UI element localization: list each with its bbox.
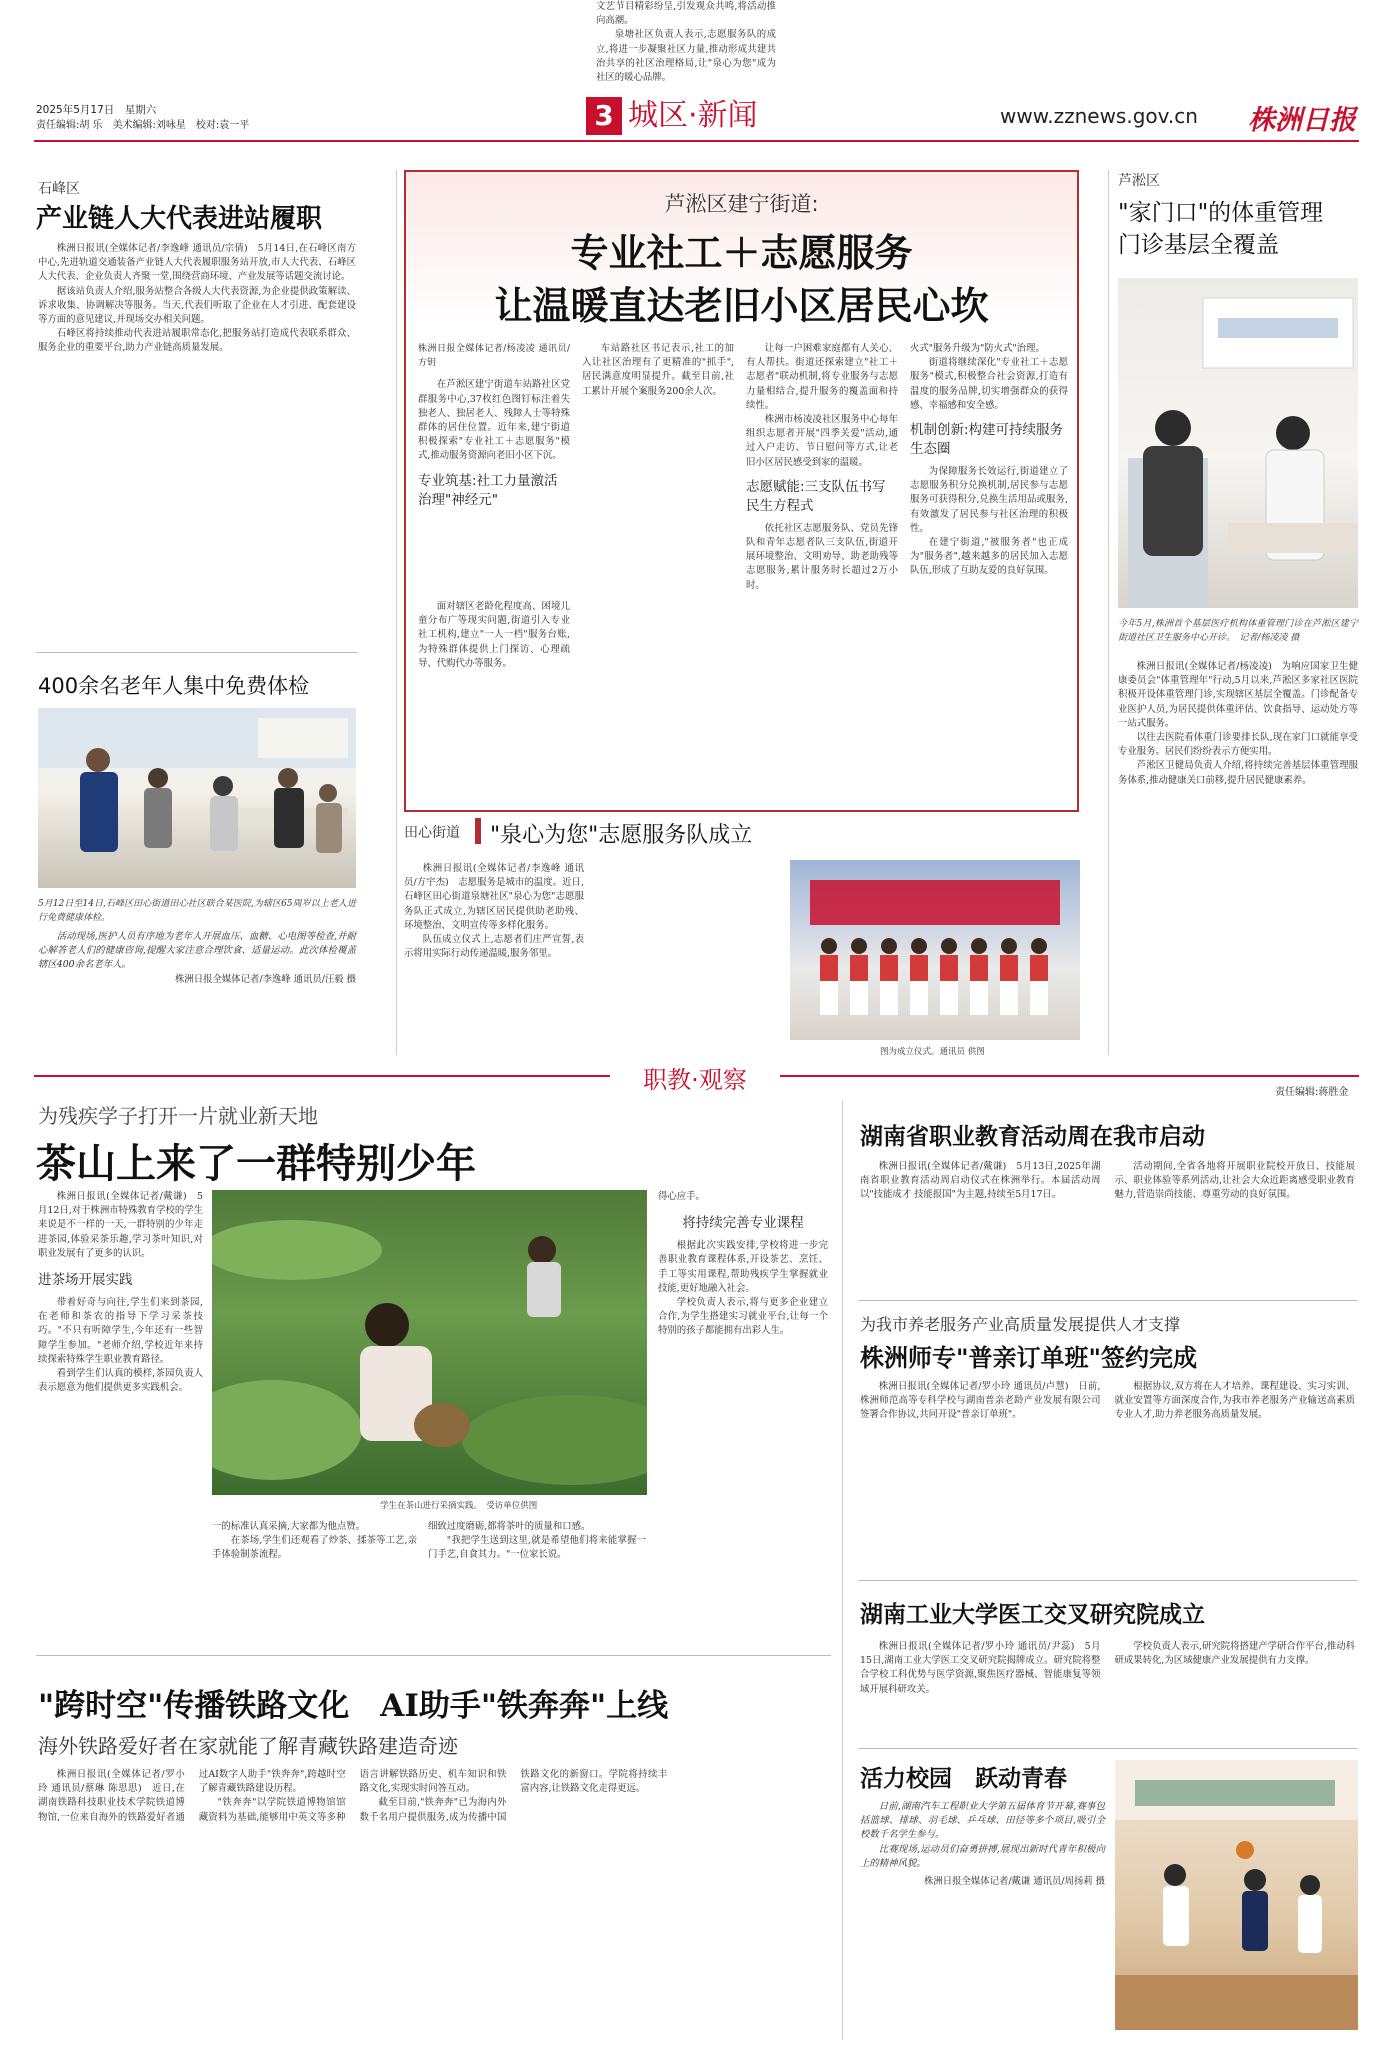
col-divider — [842, 1100, 843, 2040]
a6-para: 得心应手。 — [658, 1191, 705, 1202]
col-divider — [396, 170, 397, 1055]
a3-para: 株洲市杨凌凌社区服务中心每年组织志愿者开展"四季关爱"活动,通过入户走访、节日慰问等方式,让老旧小区居民感受到家的温暖。 — [746, 414, 898, 468]
volunteer-team-illustration — [790, 860, 1080, 1040]
a6-col1 — [38, 1190, 203, 1395]
section2-editor: 责任编辑:蒋胜金 — [1275, 1087, 1349, 1098]
a4-para: 队伍成立仪式上,志愿者们庄严宣誓,表示将用实际行动传递温暖,服务邻里。 — [404, 934, 584, 960]
a6-para: 细致过度磨砺,都将茶叶的质量和口感。 — [428, 1521, 591, 1532]
page-number-badge: 3 — [586, 97, 622, 135]
a4-title: "泉心为您"志愿服务队成立 — [490, 823, 753, 848]
col-divider — [1108, 170, 1109, 1055]
a3-subhead: 机制创新:构建可持续服务生态圈 — [910, 422, 1064, 458]
a8-para: 株洲日报讯(全媒体记者/戴谦) 5月13日,2025年湖南省职业教育活动周启动仪式在株洲举行。本届活动周以"技能成才 技能报国"为主题,持续至5月17日。 — [860, 1161, 1101, 1201]
a3-col1 — [418, 342, 570, 516]
a1-para: 石峰区将持续推动代表进站履职常态化,把服务站打造成代表联系群众、服务企业的重要平台,助力产业链高质量发展。 — [38, 328, 356, 354]
a11-title: 活力校园 跃动青春 — [860, 1766, 1067, 1792]
a1-para: 据该站负责人介绍,服务站整合各级人大代表资源,为企业提供政策解读、诉求收集、协调解决等服务。当天,代表们听取了企业在人才引进、配套建设等方面的意见建议,并现场交办相关问题。 — [38, 285, 356, 326]
divider — [858, 1580, 1358, 1581]
a1-body — [38, 242, 356, 356]
a4-accent-bar — [475, 818, 481, 844]
a11-photo — [1115, 1760, 1358, 2030]
a3-para: 依托社区志愿服务队、党员先锋队和青年志愿者队三支队伍,街道开展环境整治、文明劝导、助老助残等志愿服务,累计服务时长超过2万小时。 — [746, 522, 898, 591]
a6-para: 学校负责人表示,将与更多企业建立合作,为学生搭建实习就业平台,让每一个特别的孩子都能拥有出彩人生。 — [658, 1297, 828, 1337]
a5-caption: 今年5月,株洲首个基层医疗机构体重管理门诊在芦淞区建宁街道社区卫生服务中心开诊。 记者/杨凌凌 摄 — [1118, 619, 1358, 643]
a6-para: 在茶场,学生们还观看了炒茶、揉茶等工艺,亲手体验制茶流程。 — [212, 1535, 417, 1561]
a5-body — [1118, 660, 1358, 788]
a3-para: 为保障服务长效运行,街道建立了志愿服务积分兑换机制,居民参与志愿服务可获得积分,兑换生活用品或服务,有效激发了居民参与社区治理的积极性。 — [910, 466, 1068, 534]
basketball-game-illustration — [1115, 1760, 1358, 2030]
a3-para: 车站路社区书记表示,社工的加入让社区治理有了更精准的"抓手",居民满意度明显提升。截至目前,社工累计开展个案服务200余人次。 — [582, 343, 734, 397]
a6-para: 株洲日报讯(全媒体记者/戴谦) 5月12日,对于株洲市特殊教育学校的学生来说是不一样的一天,一群特别的少年走进茶园,体验采茶乐趣,学习茶叶知识,对职业发展有了更多的认识。 — [38, 1191, 203, 1259]
a3-para: 面对辖区老龄化程度高、困境儿童分布广等现实问题,街道引入专业社工机构,建立"一人一档"服务台账,为特殊群体提供上门探访、心理疏导、代购代办等服务。 — [418, 601, 570, 669]
a3-title-line2: 让温暖直达老旧小区居民心坎 — [494, 284, 989, 328]
a10-para: 株洲日报讯(全媒体记者/罗小玲 通讯员/尹蕊) 5月15日,湖南工业大学医工交叉研究院揭牌成立。研究院将整合学校工科优势与医学资源,聚焦医疗器械、智能康复等领域开展科研攻关。 — [860, 1641, 1101, 1695]
masthead-rule — [34, 140, 1359, 142]
section-title: 城区·新闻 — [628, 98, 758, 133]
a4-para: 文艺节目精彩纷呈,引发观众共鸣,将活动推向高潮。 — [596, 1, 776, 27]
a11-para: 日前,湖南汽车工程职业大学第五届体育节开幕,赛事包括篮球、排球、羽毛球、乒乓球、田径等多个项目,吸引全校数千名学生参与。 — [860, 1801, 1105, 1841]
a3-col4 — [910, 342, 1068, 579]
a5-para: 株洲日报讯(全媒体记者/杨凌凌) 为响应国家卫生健康委员会"体重管理年"行动,5月以来,芦淞区多家社区医院积极开设体重管理门诊,实现辖区基层全覆盖。门诊配备专业医护人员,为居民提供体重评估、饮食指导、运动处方等一站式服务。 — [1118, 661, 1358, 729]
a5-photo — [1118, 278, 1358, 608]
a4-para: 株洲日报讯(全媒体记者/李逸峰 通讯员/方宇杰) 志愿服务是城市的温度。近日,石峰区田心街道泉塘社区"泉心为您"志愿服务队正式成立,为辖区居民提供助老助残、环境整治、文明宣传等多样化服务。 — [404, 863, 584, 931]
a7-para: 截至目前,"铁奔奔"已为海内外数千名用户提供服务,成为传播中国铁路文化的新窗口。学院将持续丰富内容,让铁路文化走得更远。 — [359, 1769, 668, 1823]
a9-body — [860, 1380, 1355, 1423]
tea-picking-illustration — [212, 1190, 647, 1495]
a2-title: 400余名老年人集中免费体检 — [38, 674, 310, 698]
divider — [36, 652, 358, 653]
a3-para: 火式"服务升级为"防火式"治理。 — [910, 343, 1045, 354]
a9-para: 根据协议,双方将在人才培养、课程建设、实习实训、就业安置等方面深度合作,为我市养老服务产业输送高素质专业人才,助力养老服务高质量发展。 — [1114, 1381, 1355, 1421]
a6-para: 看到学生们认真的模样,茶园负责人表示愿意为他们提供更多实践机会。 — [38, 1368, 203, 1394]
a4-kicker: 田心街道 — [404, 825, 460, 841]
a2-body — [38, 930, 356, 987]
a3-para: 让每一户困难家庭都有人关心、有人帮扶。街道还探索建立"社工＋志愿者"联动机制,将专业服务与志愿力量相结合,提升服务的覆盖面和持续性。 — [746, 343, 898, 411]
a7-para: "铁奔奔"以学院铁道博物馆馆藏资料为基础,能够用中英文等多种语言讲解铁路历史、机车知识和铁路文化,实现实时问答互动。 — [198, 1769, 507, 1823]
issue-date: 2025年5月17日 星期六 — [36, 104, 157, 116]
divider — [858, 1748, 1358, 1749]
a7-para: 株洲日报讯(全媒体记者/罗小玲 通讯员/蔡琳 陈思思) 近日,在湖南铁路科技职业技术学院铁道博物馆,一位来自海外的铁路爱好者通过AI数字人助手"铁奔奔",跨越时空了解青藏铁路建设历程。 — [38, 1769, 346, 1823]
a5-title-line1: "家门口"的体重管理 — [1118, 200, 1324, 226]
a3-byline: 株洲日报全媒体记者/杨凌凌 通讯员/方钥 — [418, 344, 570, 369]
a5-para: 以往去医院看体重门诊要排长队,现在家门口就能享受专业服务。居民们纷纷表示方便实用。 — [1118, 732, 1358, 758]
a4-para: 泉塘社区负责人表示,志愿服务队的成立,将进一步凝聚社区力量,推动形成共建共治共享的社区治理格局,让"泉心为您"成为社区的暖心品牌。 — [596, 29, 776, 84]
a8-para: 活动期间,全省各地将开展职业院校开放日、技能展示、职业体验等系列活动,让社会大众近距离感受职业教育魅力,营造崇尚技能、尊重劳动的良好氛围。 — [1114, 1161, 1355, 1201]
a3-col1b — [418, 600, 570, 671]
a6-col3 — [428, 1520, 646, 1563]
a7-title: "跨时空"传播铁路文化 AI助手"铁奔奔"上线 — [38, 1688, 669, 1724]
elderly-checkup-illustration — [38, 708, 356, 888]
a6-subhead: 进茶场开展实践 — [38, 1272, 133, 1289]
a1-title: 产业链人大代表进站履职 — [36, 204, 323, 234]
a8-body — [860, 1160, 1355, 1203]
a3-para: 在建宁街道,"被服务者"也正成为"服务者",越来越多的居民加入志愿队伍,形成了互助友爱的良好氛围。 — [910, 537, 1068, 577]
a2-para: 活动现场,医护人员有序地为老年人开展血压、血糖、心电图等检查,并耐心解答老人们的健康咨询,提醒大家注意合理饮食、适量运动。此次体检覆盖辖区400余名老年人。 — [38, 931, 356, 971]
a1-para: 株洲日报讯(全媒体记者/李逸峰 通讯员/宗倩) 5月14日,在石峰区南方中心,先进轨道交通装备产业链人大代表履职服务站开放,市人大代表、石峰区人大代表、企业负责人齐聚一堂,围绕营商环境、产业发展等话题交流讨论。 — [38, 243, 356, 283]
a3-col3 — [746, 342, 898, 593]
a9-title: 株洲师专"普亲订单班"签约完成 — [860, 1344, 1198, 1372]
a7-subtitle: 海外铁路爱好者在家就能了解青藏铁路建造奇迹 — [38, 1734, 458, 1758]
newspaper-logo: 株洲日报 — [1248, 105, 1356, 136]
a3-subhead: 专业筑基:社工力量激活治理"神经元" — [418, 472, 558, 508]
a1-kicker: 石峰区 — [38, 181, 80, 197]
a6-col4 — [658, 1190, 828, 1339]
a3-para: 街道将继续深化"专业社工＋志愿服务"模式,积极整合社会资源,打造有温度的服务品牌,切实增强群众的获得感、幸福感和安全感。 — [910, 357, 1068, 411]
a2-caption: 5月12日至14日,石峰区田心街道田心社区联合某医院,为辖区65周岁以上老人进行免费健康体检。 — [38, 899, 356, 923]
a11-para: 比赛现场,运动员们奋勇拼搏,展现出新时代青年积极向上的精神风貌。 — [860, 1843, 1105, 1869]
a6-photo — [212, 1190, 647, 1495]
a6-para: 根据此次实践安排,学校将进一步完善职业教育课程体系,开设茶艺、烹饪、手工等实用课程,帮助残疾学生掌握就业技能,更好地融入社会。 — [658, 1240, 828, 1294]
site-url[interactable]: www.zznews.gov.cn — [1000, 104, 1198, 128]
section2-title: 职教·观察 — [610, 1060, 780, 1090]
a11-credit: 株洲日报全媒体记者/戴谦 通讯员/周扬莉 摄 — [923, 1876, 1105, 1888]
a6-title: 茶山上来了一群特别少年 — [36, 1141, 476, 1187]
a10-title: 湖南工业大学医工交叉研究院成立 — [860, 1602, 1205, 1628]
clinic-illustration — [1118, 278, 1358, 608]
a10-body — [860, 1640, 1355, 1697]
a3-col2 — [582, 342, 734, 399]
editor-credits: 责任编辑:胡 乐 美术编辑:刘咏星 校对:袁一平 — [36, 120, 250, 131]
a5-para: 芦淞区卫健局负责人介绍,将持续完善基层体重管理服务体系,推动健康关口前移,提升居民健康素养。 — [1118, 760, 1358, 786]
a6-caption: 学生在茶山进行采摘实践。 受访单位供图 — [380, 1501, 538, 1511]
a2-credit: 株洲日报全媒体记者/李逸峰 通讯员/汪毅 摄 — [174, 973, 356, 985]
a3-kicker: 芦淞区建宁街道: — [664, 192, 819, 216]
a6-para: 带着好奇与向往,学生们来到茶园,在老师和茶农的指导下学习采茶技巧。"不只有听障学生,今年还有一些智障学生参加。"老师介绍,学校近年来持续探索特殊学生职业教育路径。 — [38, 1297, 203, 1365]
a9-kicker: 为我市养老服务产业高质量发展提供人才支撑 — [860, 1315, 1181, 1334]
a6-col2 — [212, 1520, 417, 1563]
a8-title: 湖南省职业教育活动周在我市启动 — [860, 1124, 1205, 1150]
a3-para: 在芦淞区建宁街道车站路社区党群服务中心,37枚红色图钉标注着失独老人、独居老人、残障人士等特殊群体的居住位置。近年来,建宁街道积极探索"专业社工＋志愿服务"模式,推动服务资源向老旧小区下沉。 — [418, 379, 570, 462]
a6-para: 一的标准认真采摘,大家都为他点赞。 — [212, 1521, 365, 1532]
a4-col1 — [404, 862, 584, 961]
a7-body — [38, 1768, 828, 1825]
a4-caption: 图为成立仪式。通讯员 供图 — [880, 1047, 985, 1057]
a6-subhead: 将持续完善专业课程 — [682, 1215, 804, 1232]
a3-subhead: 志愿赋能:三支队伍书写民生方程式 — [746, 478, 886, 514]
divider — [858, 1300, 1358, 1301]
a6-para: "我把学生送到这里,就是希望他们将来能掌握一门手艺,自食其力。"一位家长说。 — [428, 1535, 646, 1561]
a2-photo — [38, 708, 356, 888]
a6-subtitle: 为残疾学子打开一片就业新天地 — [38, 1104, 318, 1128]
divider — [36, 1655, 831, 1656]
a5-kicker: 芦淞区 — [1118, 173, 1160, 189]
a5-title-line2: 门诊基层全覆盖 — [1118, 232, 1279, 258]
a11-body — [860, 1800, 1105, 1889]
a10-para: 学校负责人表示,研究院将搭建产学研合作平台,推动科研成果转化,为区域健康产业发展提供有力支撑。 — [1114, 1641, 1355, 1667]
a4-col2 — [596, 0, 776, 85]
a9-para: 株洲日报讯(全媒体记者/罗小玲 通讯员/卢慧) 日前,株洲师范高等专科学校与湖南普亲老龄产业发展有限公司签署合作协议,共同开设"普亲订单班"。 — [860, 1381, 1101, 1421]
a4-photo — [790, 860, 1080, 1040]
a3-title-line1: 专业社工＋志愿服务 — [570, 231, 913, 275]
